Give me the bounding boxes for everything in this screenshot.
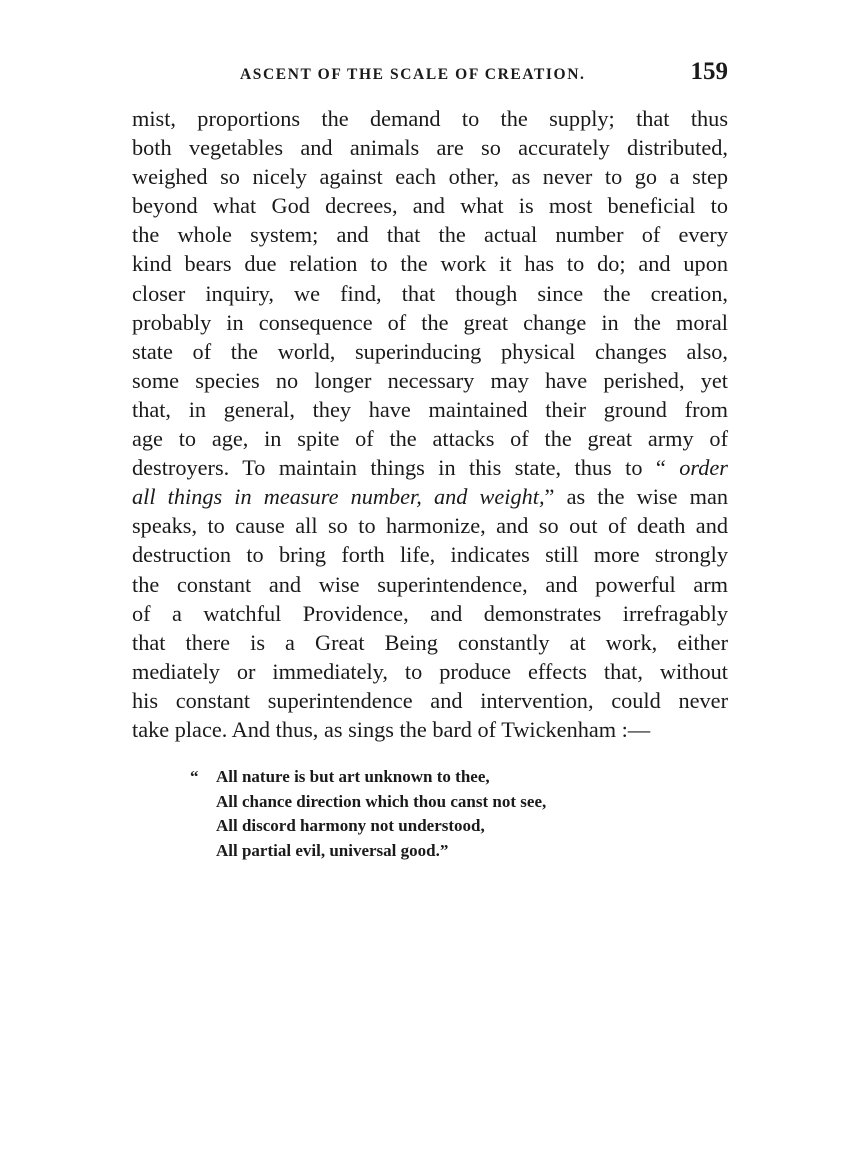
text-line: both vegetables and animals are so accurately distributed, xyxy=(132,135,728,161)
verse-line: All partial evil, universal good.” xyxy=(216,841,449,861)
text-line: destruction to bring forth life, indicates still more strongly xyxy=(132,542,728,568)
running-head xyxy=(132,58,728,92)
verse-quotation xyxy=(190,765,610,864)
text-line: probably in consequence of the great change in the moral xyxy=(132,309,728,335)
text-line: age to age, in spite of the attacks of the great army of xyxy=(132,426,728,452)
text-segment: destroyers. To maintain things in this state, thus to “ xyxy=(132,455,680,481)
running-title: ASCENT OF THE SCALE OF CREATION. xyxy=(240,66,586,83)
text-line xyxy=(132,482,728,511)
text-segment: ” as the wise man xyxy=(544,484,728,510)
body-text xyxy=(132,104,728,744)
text-line: take place. And thus, as sings the bard of Twickenham :— xyxy=(132,716,651,742)
verse-line: “ All nature is but art unknown to thee, xyxy=(190,765,610,790)
verse-line: All discord harmony not understood, xyxy=(216,816,485,836)
text-line: his constant superintendence and intervention, could never xyxy=(132,687,728,713)
open-quote: “ xyxy=(190,767,199,786)
page-number: 159 xyxy=(690,58,728,85)
text-line: the whole system; and that the actual number of every xyxy=(132,222,728,248)
text-line: closer inquiry, we find, that though since the creation, xyxy=(132,280,728,306)
text-line: weighed so nicely against each other, as never to go a step xyxy=(132,164,728,190)
italic-quotation: order xyxy=(679,455,728,481)
text-line: of a watchful Providence, and demonstrates irrefragably xyxy=(132,600,728,626)
text-line: that there is a Great Being constantly at work, either xyxy=(132,629,728,655)
text-line: the constant and wise superintendence, and powerful arm xyxy=(132,571,728,597)
italic-quotation: all things in measure number, and weight, xyxy=(132,484,545,510)
text-line: some species no longer necessary may have perished, yet xyxy=(132,367,728,393)
text-line: that, in general, they have maintained their ground from xyxy=(132,396,728,422)
text-line: speaks, to cause all so to harmonize, and so out of death and xyxy=(132,513,728,539)
text-line xyxy=(132,453,728,482)
text-line: mist, proportions the demand to the supply; that thus xyxy=(132,106,728,131)
verse-line: All chance direction which thou canst not see, xyxy=(216,791,547,811)
text-line: kind bears due relation to the work it has to do; and upon xyxy=(132,251,728,277)
text-line: state of the world, superinducing physical changes also, xyxy=(132,338,728,364)
text-line: mediately or immediately, to produce effects that, without xyxy=(132,658,728,684)
text-line: beyond what God decrees, and what is most beneficial to xyxy=(132,193,728,219)
